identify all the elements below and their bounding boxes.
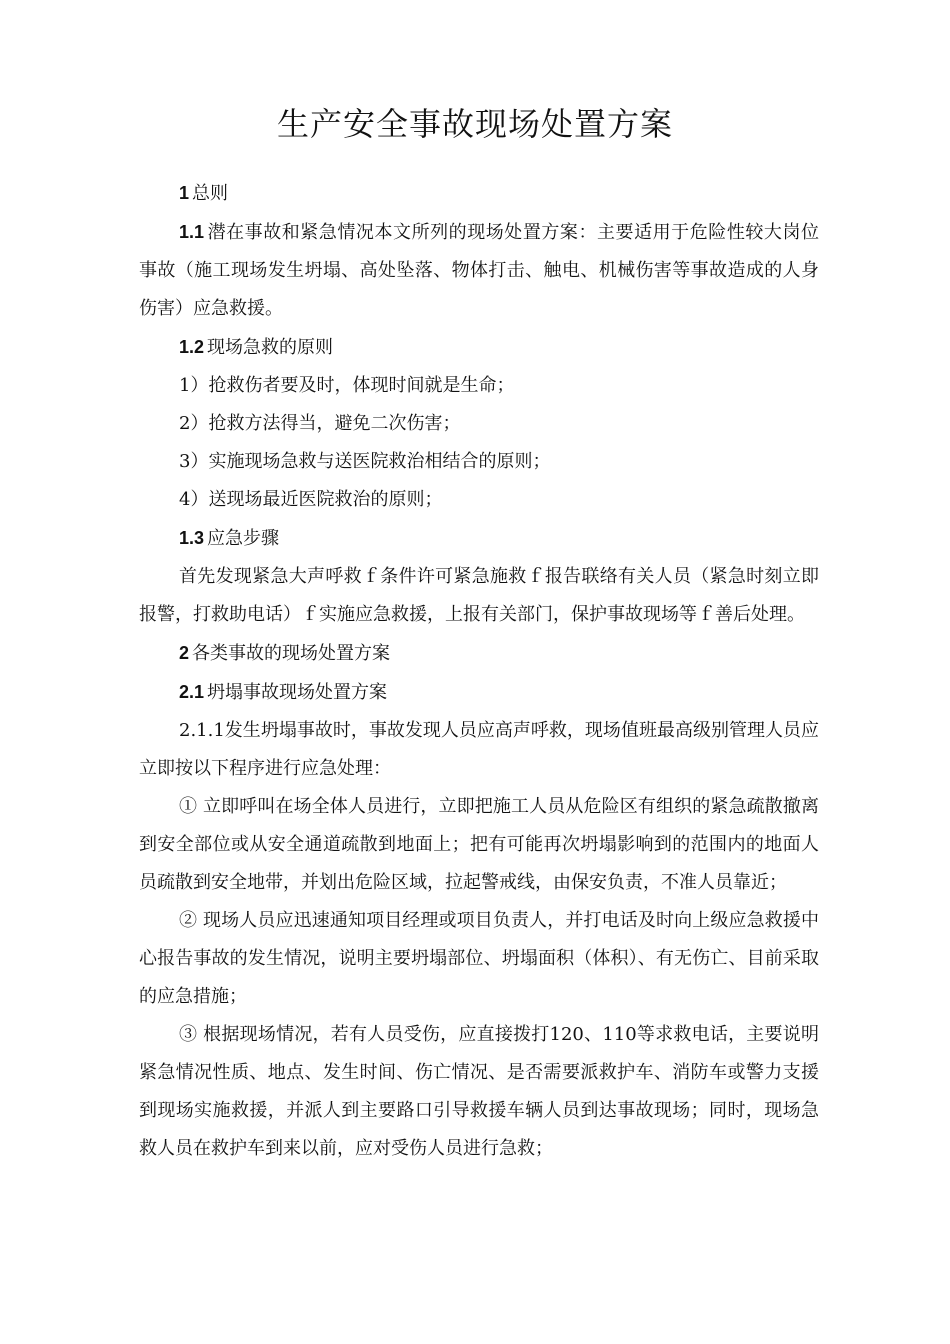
paragraph-text: 潜在事故和紧急情况本文所列的现场处置方案：主要适用于危险性较大岗位事故（施工现场发生坍塌、高处坠落、物体打击、触电、机械伤害等事故造成的人身伤害）应急救援。	[139, 222, 819, 319]
section-number: 1.1	[179, 222, 205, 242]
list-item: 2）抢救方法得当，避免二次伤害；	[179, 413, 461, 434]
paragraph: ① 立即呼叫在场全体人员进行，立即把施工人员从危险区有组织的紧急疏散撤离到安全部位或从安全通道疏散到地面上；把有可能再次坍塌影响到的范围内的地面人员疏散到安全地带，并划出危险区域，拉起警戒线，由保安负责，不准人员靠近；	[139, 796, 819, 893]
section-paragraph-1-1	[139, 213, 819, 328]
section-number: 2.1	[179, 682, 205, 702]
section-label: 坍塌事故现场处置方案	[207, 682, 388, 703]
section-heading-2-1	[139, 673, 819, 712]
paragraph: ② 现场人员应迅速通知项目经理或项目负责人，并打电话及时向上级应急救援中心报告事故的发生情况，说明主要坍塌部位、坍塌面积（体积）、有无伤亡、目前采取的应急措施；	[139, 910, 819, 1007]
paragraph: 2.1.1发生坍塌事故时，事故发现人员应高声呼救，现场值班最高级别管理人员应立即按以下程序进行应急处理：	[139, 720, 819, 779]
paragraph: ③ 根据现场情况，若有人员受伤，应直接拨打120、110等求救电话，主要说明紧急情况性质、地点、发生时间、伤亡情况、是否需要派救护车、消防车或警力支援到现场实施救援，并派人到主要路口引导救援车辆人员到达事故现场；同时，现场急救人员在救护车到来以前，应对受伤人员进行急救；	[139, 1024, 819, 1159]
section-heading-1	[139, 174, 819, 213]
section-heading-1-2	[139, 328, 819, 367]
section-number: 2	[179, 643, 190, 663]
document-title: 生产安全事故现场处置方案	[276, 105, 673, 143]
paragraph: 首先发现紧急大声呼救ｆ条件许可紧急施救ｆ报告联络有关人员（紧急时刻立即报警，打救助电话）ｆ实施应急救援，上报有关部门，保护事故现场等ｆ善后处理。	[139, 566, 819, 625]
document-body	[139, 174, 819, 1168]
list-item: 1）抢救伤者要及时，体现时间就是生命；	[179, 375, 515, 396]
section-heading-1-3	[139, 519, 819, 558]
section-label: 各类事故的现场处置方案	[192, 643, 391, 664]
section-heading-2	[139, 634, 819, 673]
section-label: 总则	[192, 183, 229, 204]
section-number: 1.3	[179, 528, 205, 548]
list-item: 3）实施现场急救与送医院救治相结合的原则；	[179, 451, 551, 472]
list-item: 4）送现场最近医院救治的原则；	[179, 489, 443, 510]
section-label: 应急步骤	[207, 528, 280, 549]
section-label: 现场急救的原则	[207, 337, 334, 358]
section-number: 1	[179, 183, 190, 203]
section-number: 1.2	[179, 337, 205, 357]
